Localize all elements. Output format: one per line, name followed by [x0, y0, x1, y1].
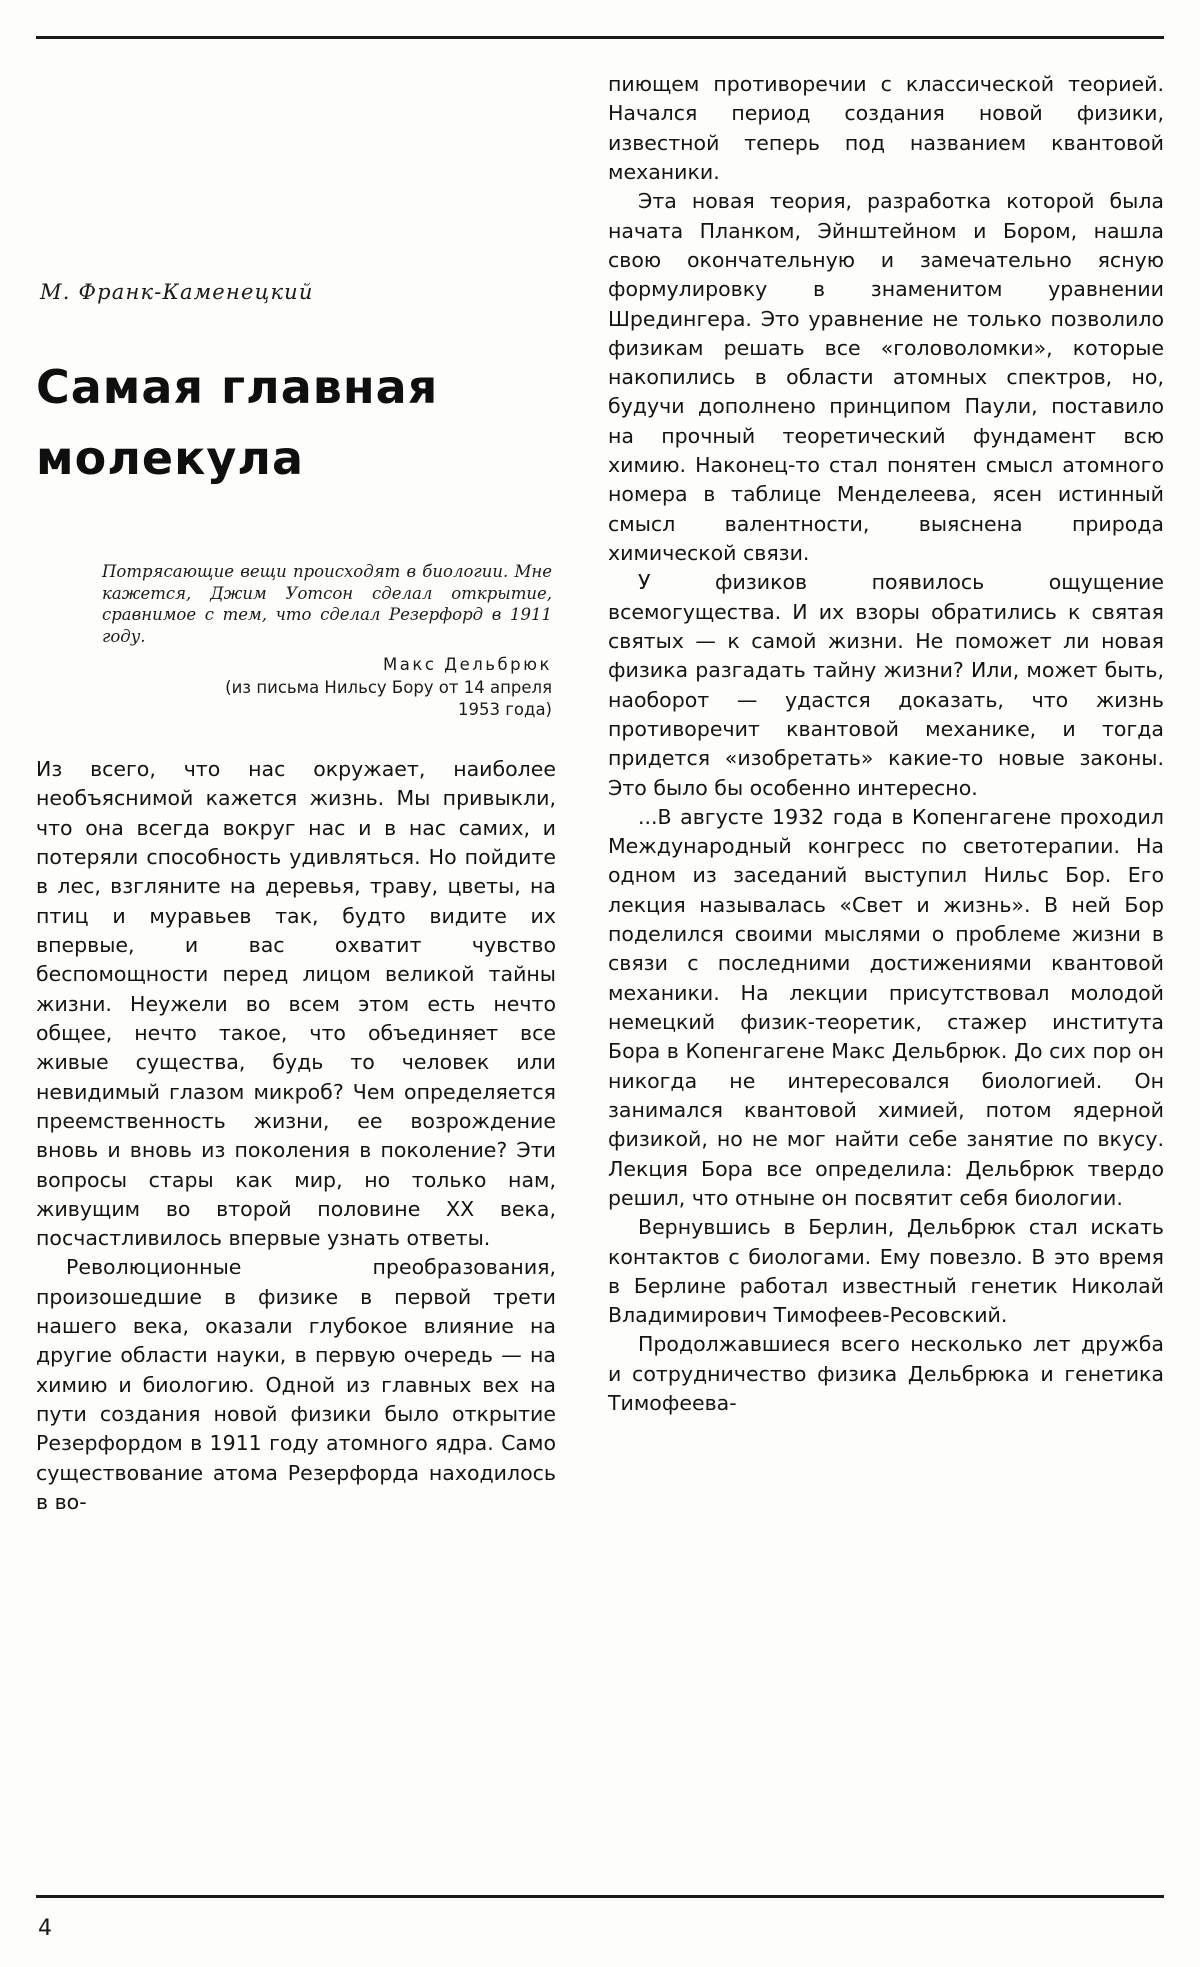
paragraph: У физиков появилось ощущение всемогущества. И их взоры обратились к святая святых — к самой жизни. Не поможет ли новая физика разгадать тайну жизни? Или, может быть, наоборот — удастся доказать, что жизнь противоречит квантовой механике, и тогда придется «изобретать» какие-то новые законы. Это было бы особенно интересно.: [608, 570, 1164, 800]
article-author: М. Франк-Каменецкий: [40, 280, 314, 304]
right-column-body: [608, 70, 1164, 1418]
paragraph: Продолжавшиеся всего несколько лет дружба и сотрудничество физика Дельбрюка и генетика Тимофеева-: [608, 1332, 1164, 1416]
epigraph-source-name: Макс Дельбрюк: [383, 655, 552, 675]
page-title: [36, 352, 556, 495]
left-column: [36, 90, 556, 1517]
epigraph-source-line2: (из письма Нильсу Бору от 14 апреля: [225, 677, 552, 697]
page-number: 4: [38, 1916, 52, 1941]
paragraph: пиющем противоречии с классической теорией. Начался период создания новой физики, известной теперь под названием квантовой механики.: [608, 72, 1164, 184]
epigraph: [102, 561, 552, 722]
epigraph-source-line3: 1953 года): [458, 699, 552, 719]
right-column: [608, 70, 1164, 1418]
paragraph: Эта новая теория, разработка которой была начата Планком, Эйнштейном и Бором, нашла свою окончательную и замечательно ясную формулировку в знаменитом уравнении Шредингера. Это уравнение не только позволило физикам решать все «головоломки», которые накопились в области атомных спектров, но, будучи дополнено принципом Паули, поставило на прочный теоретический фундамент всю химию. Наконец-то стал понятен смысл атомного номера в таблице Менделеева, ясен истинный смысл валентности, выяснена природа химической связи.: [608, 189, 1164, 565]
paragraph: Из всего, что нас окружает, наиболее необъяснимой кажется жизнь. Мы привыкли, что она всегда вокруг нас и в нас самих, и потеряли способность удивляться. Но пойдите в лес, взгляните на деревья, траву, цветы, на птиц и муравьев так, будто видите их впервые, и вас охватит чувство беспомощности перед лицом великой тайны жизни. Неужели во всем этом есть нечто общее, нечто такое, что объединяет все живые существа, будь то человек или невидимый глазом микроб? Чем определяется преемственность жизни, ее возрождение вновь и вновь из поколения в поколение? Эти вопросы стары как мир, но только нам, живущим во второй половине XX века, посчастливилось впервые узнать ответы.: [36, 757, 556, 1251]
bottom-rule: [36, 1895, 1164, 1898]
epigraph-source: [102, 654, 552, 721]
paragraph: Вернувшись в Берлин, Дельбрюк стал искать контактов с биологами. Ему повезло. В это время в Берлине работал известный генетик Николай Владимирович Тимофеев-Ресовский.: [608, 1215, 1164, 1328]
title-line-1: Самая главная: [36, 360, 439, 414]
paragraph: Революционные преобразования, произошедшие в физике в первой трети нашего века, оказали глубокое влияние на другие области науки, в первую очередь — на химию и биологию. Одной из главных вех на пути создания новой физики было открытие Резерфордом в 1911 году атомного ядра. Само существование атома Резерфорда находилось в во-: [36, 1255, 556, 1514]
paragraph: ...В августе 1932 года в Копенгагене проходил Международный конгресс по светотерапии. На одном из заседаний выступил Нильс Бор. Его лекция называлась «Свет и жизнь». В ней Бор поделился своими мыслями о проблеме жизни в связи с последними достижениями квантовой механики. На лекции присутствовал молодой немецкий физик-теоретик, стажер института Бора в Копенгагене Макс Дельбрюк. До сих пор он никогда не интересовался биологией. Он занимался квантовой химией, потом ядерной физикой, но не мог найти себе занятие по вкусу. Лекция Бора все определила: Дельбрюк твердо решил, что отныне он посвятит себя биологии.: [608, 804, 1164, 1210]
title-line-2: молекула: [36, 431, 305, 486]
top-rule: [36, 36, 1164, 39]
left-column-body: [36, 755, 556, 1517]
epigraph-text: Потрясающие вещи происходят в биологии. Мне кажется, Джим Уотсон сделал открытие, сравнимое с тем, что сделал Резерфорд в 1911 году.: [102, 561, 552, 647]
